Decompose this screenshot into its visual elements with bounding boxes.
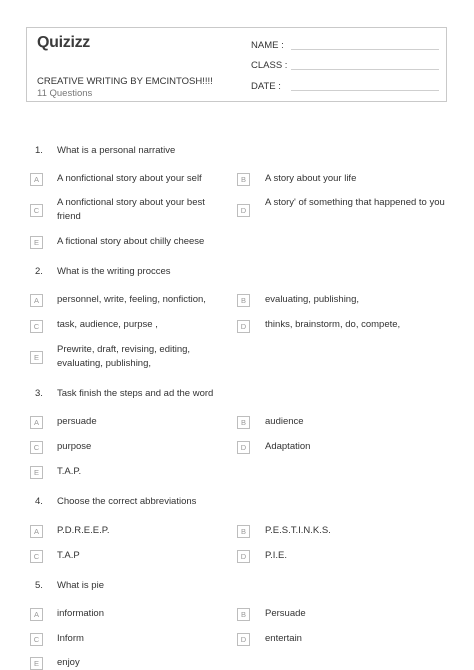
class-line [291, 69, 439, 70]
q4-option-b-box: B [237, 525, 250, 538]
q2-option-b-text: evaluating, publishing, [265, 294, 360, 305]
q3-option-b-text: audience [265, 416, 304, 427]
q3-option-c-text: purpose [57, 441, 92, 452]
q4-option-a-box: A [30, 525, 43, 538]
q5-option-c-text: Inform [57, 633, 84, 644]
worksheet-title: CREATIVE WRITING BY EMCINTOSH!!!! [37, 76, 213, 87]
q3-option-a-box: A [30, 416, 43, 429]
q2-option-a-box: A [30, 294, 43, 307]
quizizz-logo: Quizizz [37, 34, 91, 51]
q5-option-d-box: D [237, 633, 250, 646]
name-label: NAME : [251, 40, 284, 51]
q3-option-e-text: T.A.P. [57, 466, 82, 477]
worksheet-header [26, 27, 447, 102]
name-field [251, 40, 439, 51]
question-3-text: Task finish the steps and ad the word [57, 388, 214, 399]
q1-option-b-text: A story about your life [265, 173, 357, 184]
q1-option-e-box: E [30, 236, 43, 249]
q5-option-b-box: B [237, 608, 250, 621]
question-5-text: What is pie [57, 580, 104, 591]
q4-option-c-text: T.A.P [57, 550, 80, 561]
q2-option-b-box: B [237, 294, 250, 307]
q2-option-d-text: thinks, brainstorm, do, compete, [265, 319, 401, 330]
question-4-text: Choose the correct abbreviations [57, 496, 197, 507]
q5-option-b-text: Persuade [265, 608, 306, 619]
question-1-text: What is a personal narrative [57, 145, 176, 156]
date-line [291, 90, 439, 91]
q1-option-c-box: C [30, 204, 43, 217]
question-2-text: What is the writing procces [57, 266, 171, 277]
q5-option-a-box: A [30, 608, 43, 621]
date-label: DATE : [251, 81, 281, 92]
q2-option-a-text: personnel, write, feeling, nonfiction, [57, 294, 206, 305]
q2-option-c-text: task, audience, purpse , [57, 319, 158, 330]
q1-option-d-text: A story' of something that happened to you [265, 197, 445, 208]
class-label: CLASS : [251, 60, 288, 71]
q4-option-d-text: P.I.E. [265, 550, 288, 561]
name-line [291, 49, 439, 50]
q3-option-e-box: E [30, 466, 43, 479]
q4-option-d-box: D [237, 550, 250, 563]
q2-option-e-box: E [30, 351, 43, 364]
q1-option-d-box: D [237, 204, 250, 217]
q3-option-a-text: persuade [57, 416, 97, 427]
q5-option-e-text: enjoy [57, 657, 80, 668]
q2-option-e-text: Prewrite, draft, revising, editing, evaluating, publishing, [57, 344, 191, 369]
q1-option-a-box: A [30, 173, 43, 186]
q3-option-d-box: D [237, 441, 250, 454]
question-2-number: 2. [35, 266, 43, 277]
question-count: 11 Questions [37, 88, 93, 99]
date-field [251, 81, 439, 92]
question-3-number: 3. [35, 388, 43, 399]
q4-option-c-box: C [30, 550, 43, 563]
question-5-number: 5. [35, 580, 43, 591]
q5-option-d-text: entertain [265, 633, 302, 644]
q1-option-e-text: A fictional story about chilly cheese [57, 236, 205, 247]
q3-option-b-box: B [237, 416, 250, 429]
q1-option-a-text: A nonfictional story about your self [57, 173, 202, 184]
q5-option-a-text: information [57, 608, 104, 619]
q3-option-d-text: Adaptation [265, 441, 311, 452]
q4-option-a-text: P.D.R.E.E.P. [57, 525, 110, 536]
q2-option-d-box: D [237, 320, 250, 333]
q1-option-b-box: B [237, 173, 250, 186]
class-field [251, 60, 439, 71]
q3-option-c-box: C [30, 441, 43, 454]
question-1-number: 1. [35, 145, 43, 156]
q2-option-c-box: C [30, 320, 43, 333]
question-4-number: 4. [35, 496, 43, 507]
q5-option-e-box: E [30, 657, 43, 670]
q4-option-b-text: P.E.S.T.I.N.K.S. [265, 525, 331, 536]
q5-option-c-box: C [30, 633, 43, 646]
q1-option-c-text: A nonfictional story about your best friend [57, 197, 205, 222]
